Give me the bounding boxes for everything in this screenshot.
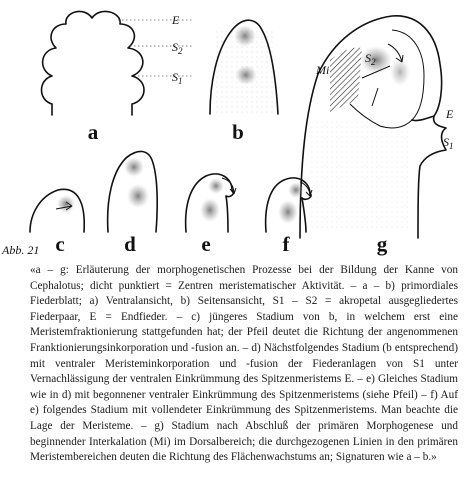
svg-text:S1 xyxy=(172,70,183,86)
label-g-mi: Mi xyxy=(316,63,330,77)
drawing-e xyxy=(186,174,236,232)
drawing-f xyxy=(266,178,312,232)
label-a-s2-sub: 2 xyxy=(178,46,183,56)
label-a-s1: S xyxy=(172,70,178,84)
panel-letter-e: e xyxy=(201,232,211,256)
panel-letter-d: d xyxy=(124,232,136,256)
panel-letter-g: g xyxy=(376,232,388,256)
panel-letter-c: c xyxy=(55,232,65,256)
panel-letter-f: f xyxy=(282,232,290,256)
drawing-a xyxy=(42,11,195,115)
label-a-s1-sub: 1 xyxy=(178,76,183,86)
drawing-d xyxy=(108,151,158,232)
drawing-g xyxy=(300,16,454,238)
label-g-s2: S xyxy=(365,51,371,65)
label-g-s1: S xyxy=(443,135,449,149)
panel-letter-b: b xyxy=(232,120,244,144)
label-g-s2-sub: 2 xyxy=(371,57,376,67)
svg-text:S2 xyxy=(172,40,183,56)
label-g-e: E xyxy=(446,107,454,121)
figure-caption: «a – g: Erläuterung der morphogenetischen Prozesse bei der Bildung der Kanne von Cephalotus; dicht punktiert = Zentren meristematischer Aktivität. – a – b) primordiales Fiederblatt; a) Ventralansicht, b) Seitensansicht, S1 – S2 = akropetal ausgegliedertes Fiederpaar, E = Endfieder. – c) jüngeres Stadium von b, in welchem erst eine Meristemfraktionierung stattgefunden hat; der Pfeil deutet die Richtung der angenommenen Franktionierungsinkorporation und -fusion an. – d) Nächstfolgendes Stadium (b entsprechend) mit ventraler Meristeminkorporation und -fusion der Fiederanlagen von S1 unter Vernachlässigung der ventralen Einkrümmung des Spitzenmeristems E. – e) Gleiches Stadium wie in d) mit begonnener ventraler Einkrümmung des Spitzenmeristems (siehe Pfeil) – f) Auf e) folgendes Stadium mit vollendeter Einkrümmung des Spitzenmeristems. Man beachte die Lage der Meristeme. – g) Stadium nach Abschluß der primären Morphogenese und beginnender Interkalation (Mi) im Dorsalbereich; die durchgezogenen Linien in den primären Meristembereichen deuten die Richtung des Flächenwachstums an; Signaturen wie a – b.» xyxy=(30,264,458,464)
figure-number-label: Abb. 21 xyxy=(2,243,40,257)
label-a-s2: S xyxy=(172,40,178,54)
panel-letter-a: a xyxy=(87,120,99,144)
label-a-e: E xyxy=(172,13,180,27)
svg-text:S1 xyxy=(443,135,454,151)
label-g-s1-sub: 1 xyxy=(449,141,454,151)
drawing-c xyxy=(30,189,84,232)
drawing-b xyxy=(210,20,278,114)
